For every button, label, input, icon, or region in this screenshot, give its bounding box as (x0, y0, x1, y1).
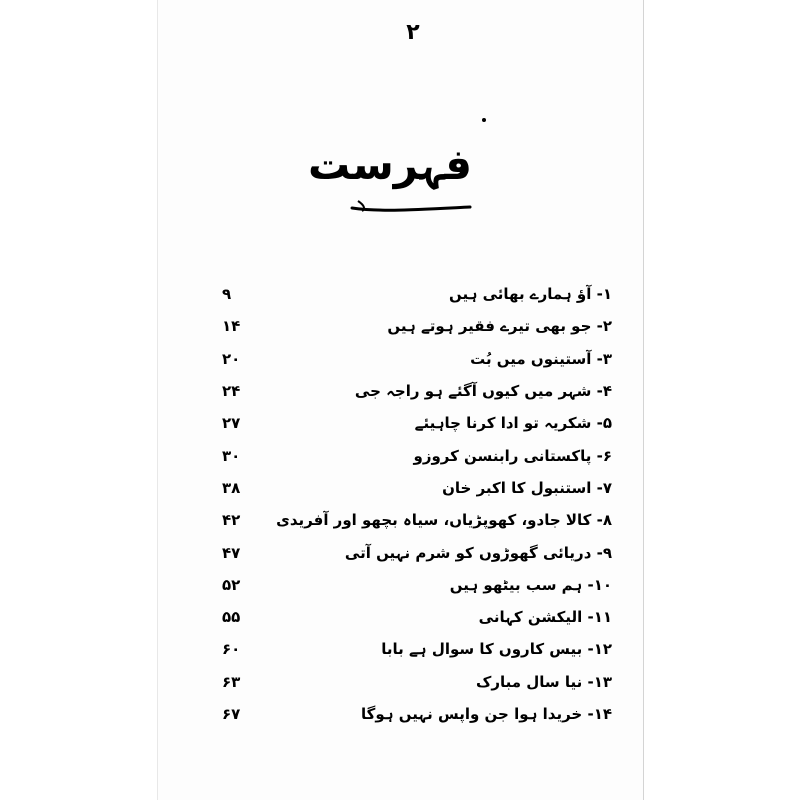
toc-entry (222, 666, 612, 698)
toc-entry (222, 343, 612, 375)
toc-title: ۳- آستینوں میں بُت (470, 349, 612, 368)
toc-title: ۱۴- خریدا ہوا جن واپس نہیں ہوگا (361, 705, 612, 723)
toc-page-number: ۴۲ (222, 511, 241, 530)
toc-title: ۵- شکریہ تو ادا کرنا چاہیئے (414, 414, 612, 433)
toc-title: ۸- کالا جادو، کھوپڑیاں، سیاہ بچھو اور آفریدی (276, 511, 612, 530)
toc-title: ۷- استنبول کا اکبر خان (442, 478, 612, 497)
toc-title: ۹- دریائی گھوڑوں کو شرم نہیں آتی (344, 543, 612, 562)
toc-title: ۱۰- ہم سب بیٹھو ہیں (449, 575, 612, 594)
toc-page-number: ۶۷ (222, 705, 241, 723)
toc-title: ۶- پاکستانی رابنسن کروزو (413, 446, 612, 465)
ink-dot (482, 118, 486, 122)
toc-page-number: ۶۰ (222, 640, 241, 659)
toc-entry (222, 633, 612, 665)
toc-entry (222, 278, 612, 310)
toc-page-number: ۵۵ (222, 608, 241, 627)
toc-title: ۱۱- الیکشن کہانی (478, 608, 612, 627)
toc-page-number: ۶۳ (222, 672, 241, 691)
toc-title: ۲- جو بھی تیرے فقیر ہوتے ہیں (387, 317, 612, 336)
toc-page-number: ۱۴ (222, 317, 241, 336)
toc-entry (222, 601, 612, 633)
toc-page-number: ۳۸ (222, 478, 241, 497)
toc-title: ۱۳- نیا سال مبارک (475, 672, 612, 691)
toc-title: ۴- شہر میں کیوں آگئے ہو راجہ جی (354, 382, 612, 401)
contents-heading (307, 138, 472, 218)
toc-title: ۱۲- بیس کاروں کا سوال ہے بابا (381, 640, 612, 659)
toc-entry (222, 698, 612, 730)
toc-entry (222, 536, 612, 568)
page-number: ۲ (406, 20, 420, 45)
toc-entry (222, 472, 612, 504)
toc-page-number: ۴۷ (222, 543, 241, 562)
toc-page-number: ۳۰ (222, 446, 241, 465)
toc-entry (222, 310, 612, 342)
toc-entry (222, 504, 612, 536)
toc-page-number: ۵۲ (222, 575, 241, 594)
toc-entry (222, 375, 612, 407)
toc-page-number: ۲۷ (222, 414, 241, 433)
toc-entry (222, 439, 612, 471)
toc-page-number: ۲۴ (222, 382, 241, 401)
toc-title: ۱- آؤ ہمارے بھائی ہیں (448, 285, 612, 304)
toc-entry (222, 569, 612, 601)
toc-page-number: ۲۰ (222, 349, 241, 368)
toc-entry (222, 407, 612, 439)
table-of-contents (222, 278, 612, 730)
toc-page-number: ۹ (222, 285, 232, 304)
contents-heading-text: فہرست (307, 140, 472, 189)
heading-flourish (350, 198, 472, 214)
